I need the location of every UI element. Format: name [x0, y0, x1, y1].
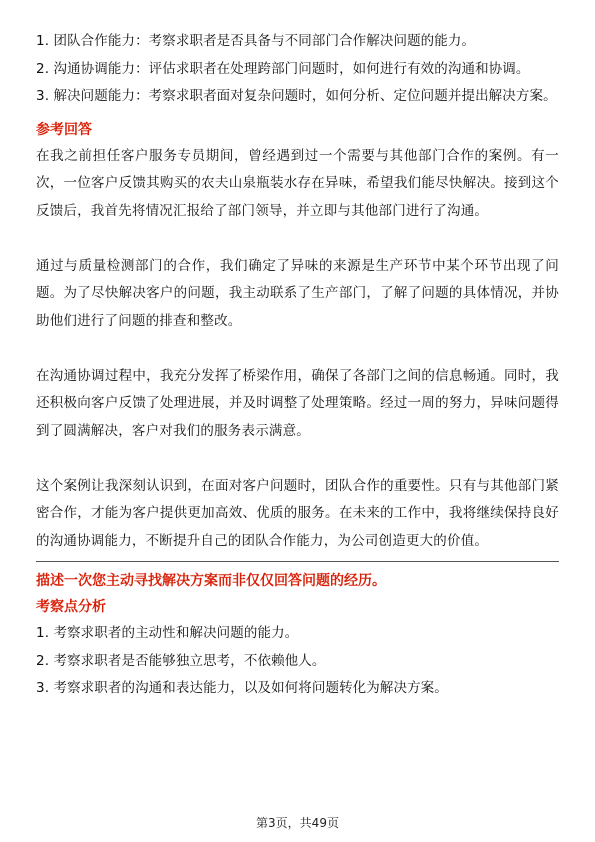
criteria-item-3: 3. 解决问题能力：考察求职者面对复杂问题时，如何分析、定位问题并提出解决方案。	[36, 88, 557, 104]
analysis-heading: 考察点分析	[36, 599, 106, 615]
analysis-item-2: 2. 考察求职者是否能够独立思考，不依赖他人。	[36, 652, 326, 669]
section-divider	[36, 561, 559, 562]
answer-paragraph-4: 这个案例让我深刻认识到，在面对客户问题时，团队合作的重要性。只有与其他部门紧密合作，才能为客户提供更加高效、优质的服务。在未来的工作中，我将继续保持良好的沟通协调能力，不断提升自己的团队合作能力，为公司创造更大的价值。	[36, 477, 559, 549]
criteria-list	[36, 28, 559, 111]
page-number-footer: 第3页，共49页	[256, 816, 339, 830]
answer-heading: 参考回答	[36, 121, 92, 138]
document-page	[36, 28, 559, 703]
next-question-heading: 描述一次您主动寻找解决方案而非仅仅回答问题的经历。	[36, 573, 386, 589]
criteria-item-1: 1. 团队合作能力：考察求职者是否具备与不同部门合作解决问题的能力。	[36, 33, 476, 49]
analysis-item-3: 3. 考察求职者的沟通和表达能力，以及如何将问题转化为解决方案。	[36, 680, 448, 696]
analysis-item-1: 1. 考察求职者的主动性和解决问题的能力。	[36, 625, 299, 641]
answer-paragraph-3: 在沟通协调过程中，我充分发挥了桥梁作用，确保了各部门之间的信息畅通。同时，我还积极向客户反馈了处理进展，并及时调整了处理策略。经过一周的努力，异味问题得到了圆满解决，客户对我们的服务表示满意。	[36, 367, 559, 439]
analysis-list	[36, 620, 559, 703]
answer-paragraph-1: 在我之前担任客户服务专员期间，曾经遇到过一个需要与其他部门合作的案例。有一次，一位客户反馈其购买的农夫山泉瓶装水存在异味，希望我们能尽快解决。接到这个反馈后，我首先将情况汇报给了部门领导，并立即与其他部门进行了沟通。	[36, 147, 559, 219]
criteria-item-2: 2. 沟通协调能力：评估求职者在处理跨部门问题时，如何进行有效的沟通和协调。	[36, 60, 530, 77]
answer-paragraph-2: 通过与质量检测部门的合作，我们确定了异味的来源是生产环节中某个环节出现了问题。为了尽快解决客户的问题，我主动联系了生产部门，了解了问题的具体情况，并协助他们进行了问题的排查和整改。	[36, 257, 559, 329]
